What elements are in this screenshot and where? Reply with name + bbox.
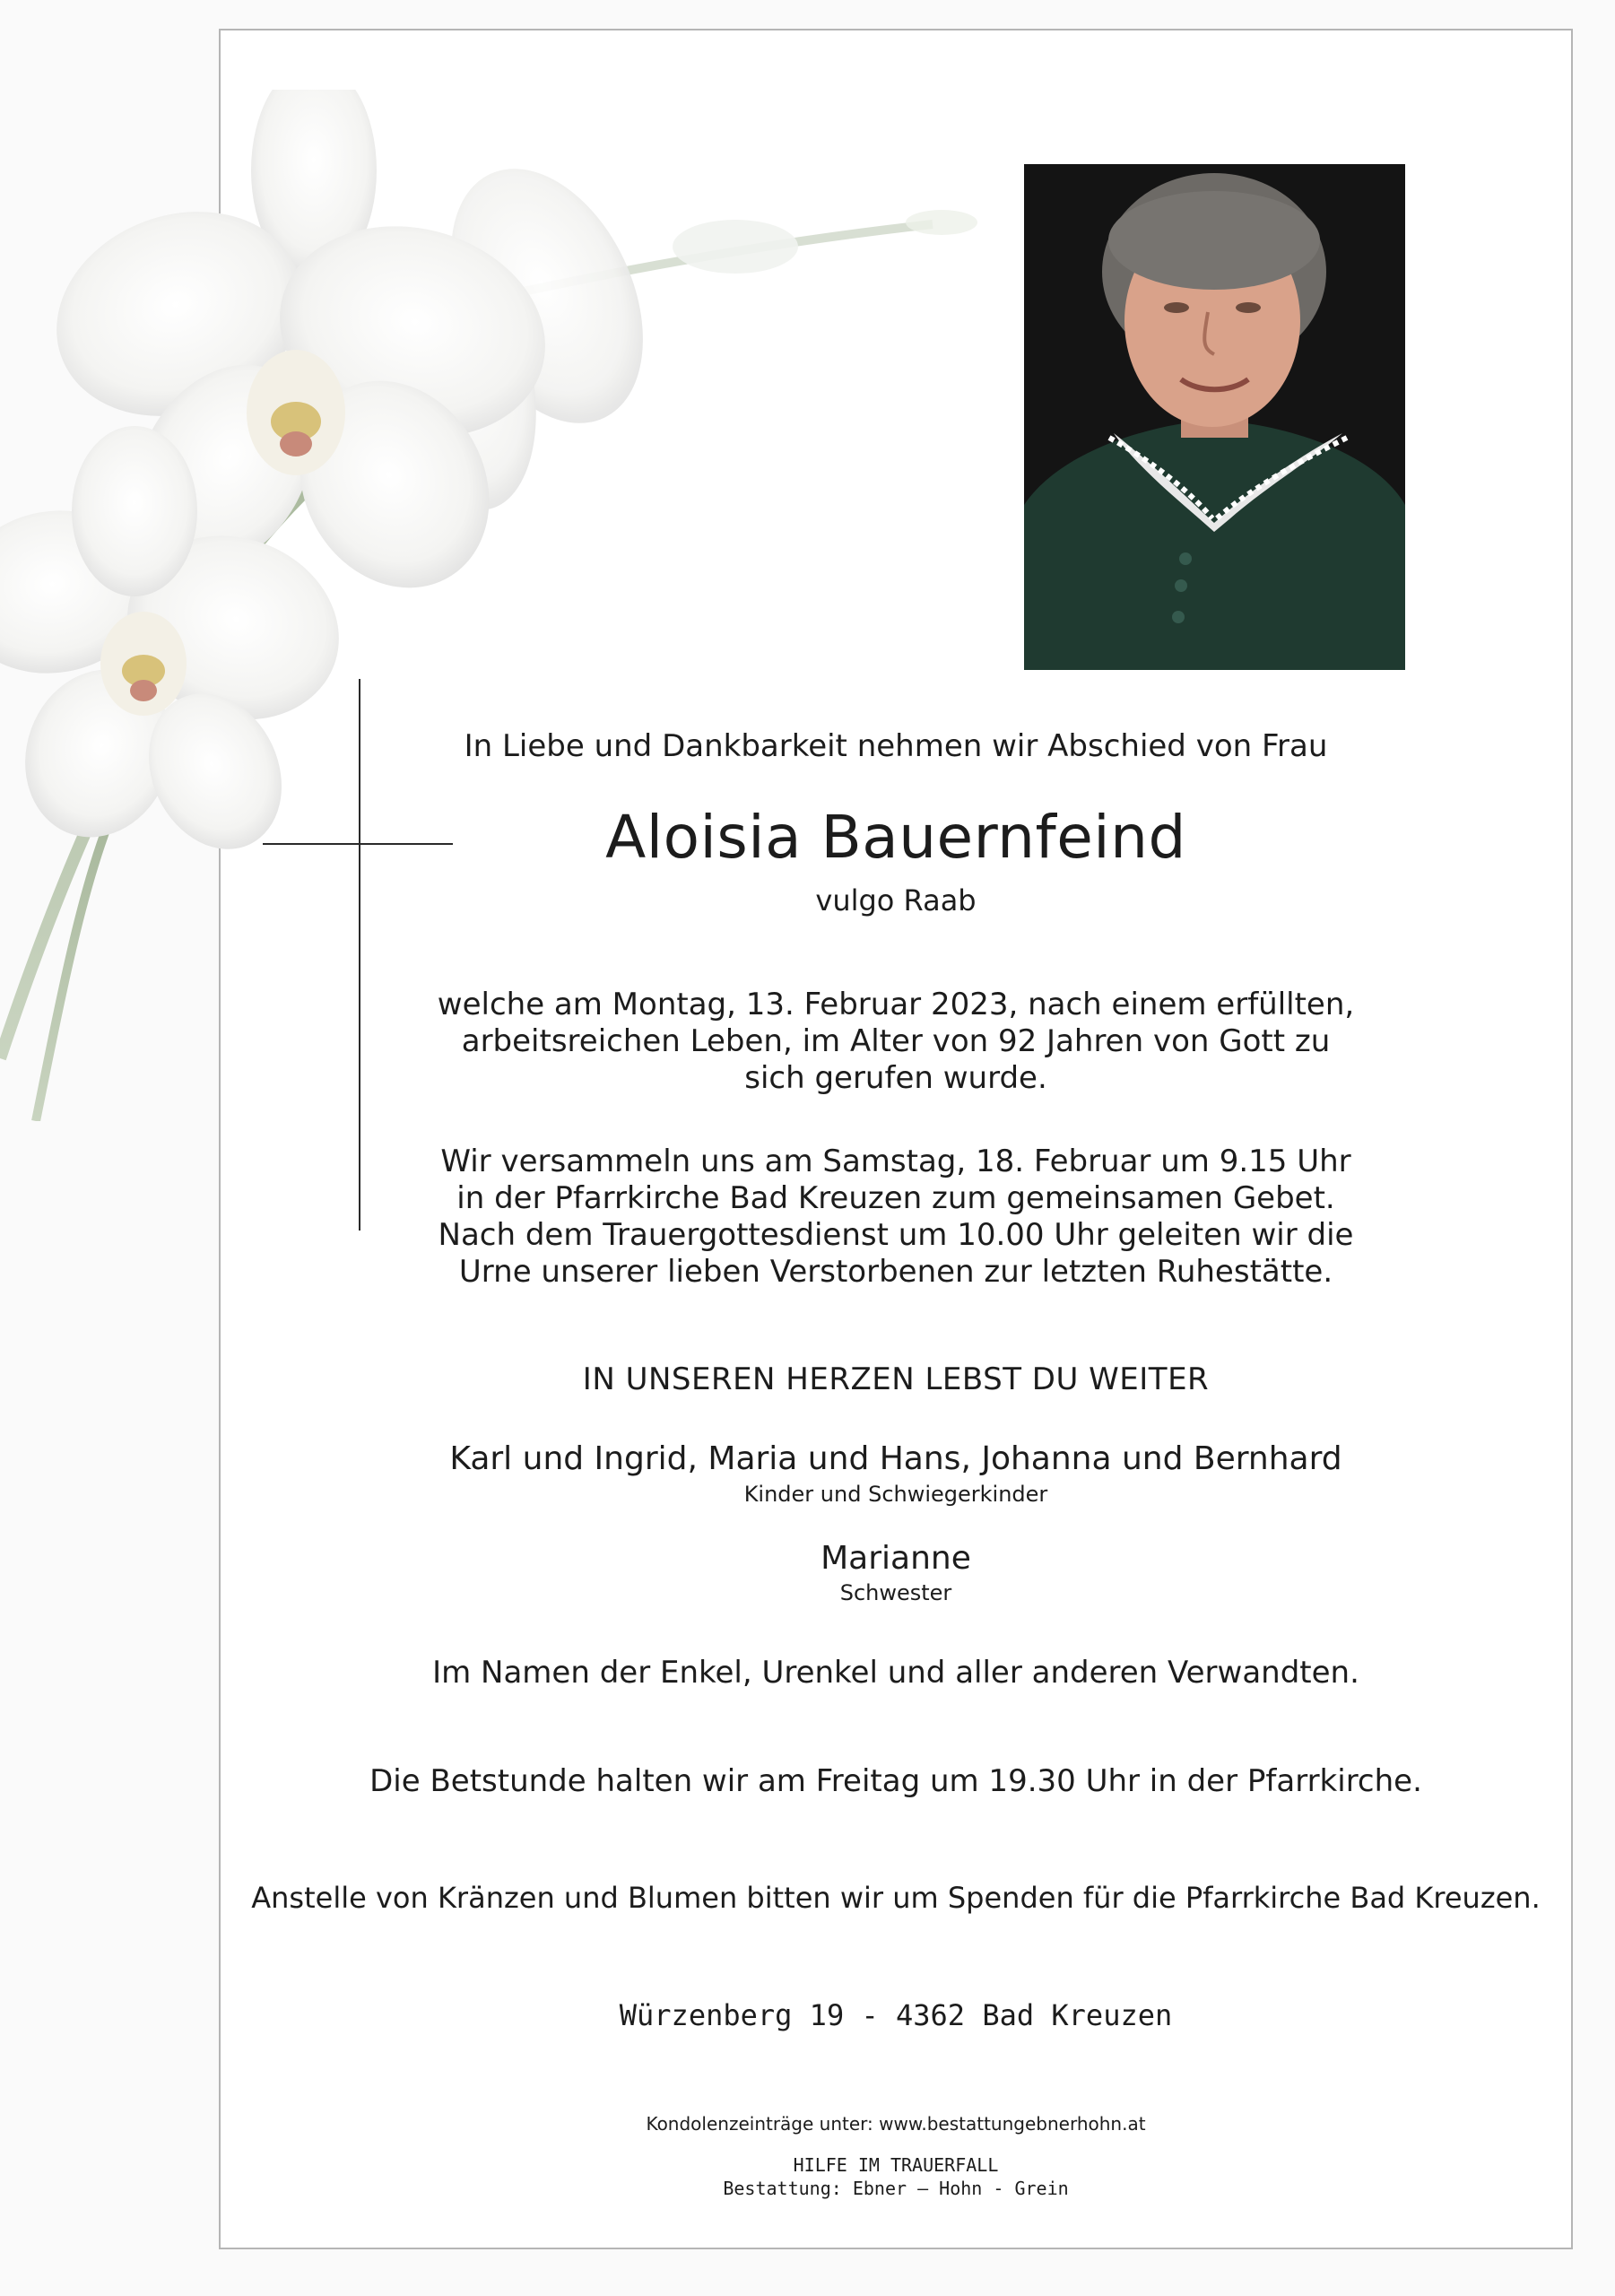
mourner-names: Karl und Ingrid, Maria und Hans, Johanna und Bernhard [449, 1440, 1342, 1477]
motto: IN UNSEREN HERZEN LEBST DU WEITER [582, 1361, 1210, 1397]
mourner-names: Marianne [821, 1540, 971, 1577]
deceased-alias: vulgo Raab [815, 883, 977, 918]
service-line: Urne unserer lieben Verstorbenen zur letzten Ruhestätte. [458, 1254, 1333, 1290]
undertaker-name: Bestattung: Ebner – Hohn - Grein [723, 2178, 1069, 2199]
family-line: Im Namen der Enkel, Urenkel und aller anderen Verwandten. [432, 1655, 1359, 1691]
orchid-decoration [0, 90, 986, 1121]
condolence-link[interactable]: Kondolenzeinträge unter: www.bestattungebnerhohn.at [646, 2113, 1146, 2135]
donation-request: Anstelle von Kränzen und Blumen bitten wir um Spenden für die Pfarrkirche Bad Kreuzen. [251, 1881, 1541, 1915]
death-line: welche am Montag, 13. Februar 2023, nach einem erfüllten, [437, 987, 1355, 1022]
service-line: Wir versammeln uns am Samstag, 18. Februar um 9.15 Uhr [440, 1144, 1351, 1179]
deceased-name: Aloisia Bauernfeind [605, 803, 1186, 872]
death-line: arbeitsreichen Leben, im Alter von 92 Jahren von Gott zu [461, 1023, 1331, 1059]
service-line: Nach dem Trauergottesdienst um 10.00 Uhr geleiten wir die [438, 1217, 1354, 1253]
mourner-relation: Schwester [839, 1580, 952, 1605]
intro-text: In Liebe und Dankbarkeit nehmen wir Abschied von Frau [464, 728, 1328, 764]
portrait-illustration [1024, 164, 1405, 670]
address: Würzenberg 19 - 4362 Bad Kreuzen [619, 1998, 1173, 2032]
service-paragraph [219, 1144, 1573, 1291]
prayer-hour: Die Betstunde halten wir am Freitag um 19.30 Uhr in der Pfarrkirche. [369, 1763, 1422, 1799]
portrait-photo [1024, 164, 1405, 670]
death-line: sich gerufen wurde. [744, 1060, 1047, 1096]
service-line: in der Pfarrkirche Bad Kreuzen zum gemeinsamen Gebet. [456, 1180, 1335, 1216]
death-paragraph [219, 987, 1573, 1097]
help-heading: HILFE IM TRAUERFALL [793, 2154, 999, 2176]
mourner-relation: Kinder und Schwiegerkinder [743, 1482, 1048, 1507]
